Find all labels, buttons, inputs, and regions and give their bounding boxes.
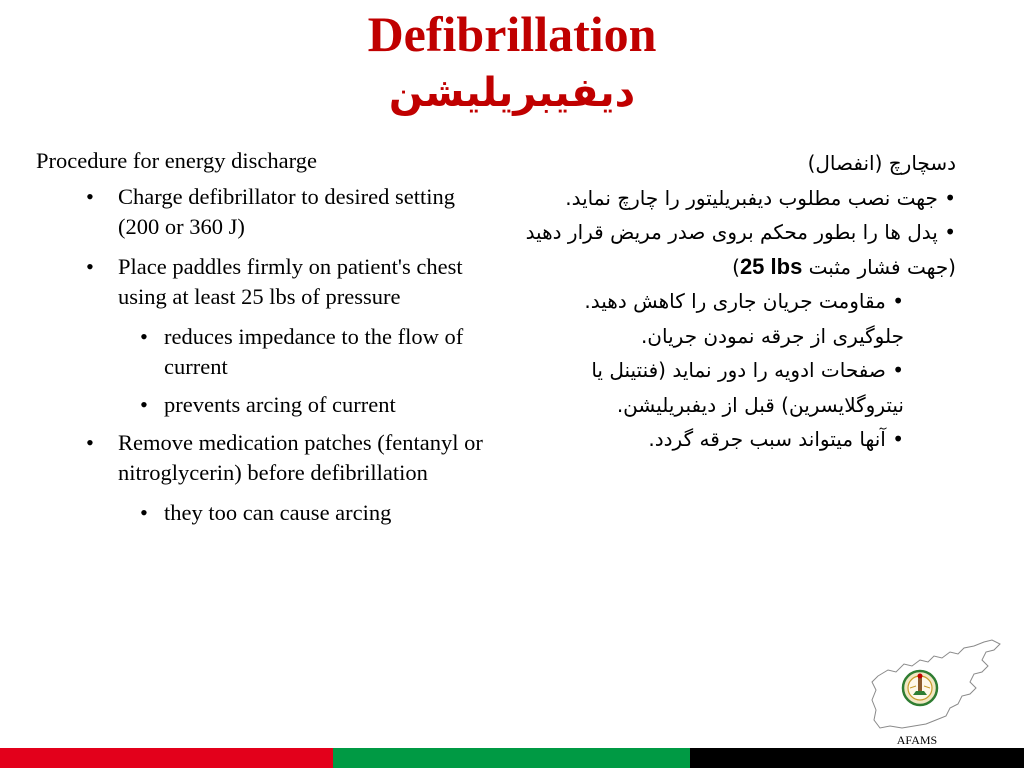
bullet-text: Remove medication patches (fentanyl or nitroglycerin) before defibrillation (118, 430, 483, 485)
bullet-icon: • (140, 324, 148, 349)
stripe-black (690, 748, 1024, 768)
procedure-heading: Procedure for energy discharge (36, 148, 317, 173)
persian-content (510, 146, 956, 457)
persian-sub-item: • آنها میتواند سبب جرقه گردد. (648, 427, 904, 451)
slide-title-persian: دیفیبریلیشن (388, 70, 636, 116)
bullet-item (36, 252, 486, 312)
bullet-icon: • (140, 500, 148, 525)
bullet-icon: • (86, 184, 94, 209)
sub-bullet-text: reduces impedance to the flow of current (164, 324, 464, 379)
sub-bullet-text: prevents arcing of current (164, 392, 396, 417)
persian-item: • جهت نصب مطلوب دیفبریلیتور را چارچ نماید. (565, 185, 956, 210)
sub-bullet-item (36, 390, 486, 420)
bullet-icon: • (140, 392, 148, 417)
stripe-green (333, 748, 690, 768)
persian-item-text: • پدل ها را بطور محکم بروی صدر مریض قرار دهید (جهت فشار مثبت (525, 220, 956, 279)
persian-item (510, 215, 956, 284)
sub-bullet-item (36, 322, 486, 382)
sub-bullet-text: they too can cause arcing (164, 500, 392, 525)
bullet-icon: • (86, 430, 94, 455)
footer-stripe (0, 748, 1024, 768)
bullet-item (36, 182, 486, 242)
persian-heading: دسچارچ (انفصال) (807, 151, 956, 175)
bullet-item (36, 428, 486, 488)
persian-sub-item: • مقاومت جریان جاری را کاهش دهید. (584, 289, 904, 313)
closing-paren: ) (732, 254, 740, 279)
english-content (36, 146, 486, 536)
pressure-value: 25 lbs (739, 253, 803, 279)
sub-bullet-item (36, 498, 486, 528)
stripe-red (0, 748, 333, 768)
bullet-text: Charge defibrillator to desired setting (200 or 360 J) (118, 184, 455, 239)
bullet-icon: • (86, 254, 94, 279)
slide-title: Defibrillation (367, 6, 657, 62)
afams-label: AFAMS (896, 733, 938, 747)
bullet-text: Place paddles firmly on patient's chest using at least 25 lbs of pressure (118, 254, 463, 309)
afghanistan-map-logo-icon (866, 636, 1004, 734)
persian-item: • صفحات ادویه را دور نماید (فنتینل یا نیتروگلایسرین) قبل از دیفبریلیشن. (591, 358, 904, 417)
persian-sub-item: جلوگیری از جرقه نمودن جریان. (640, 323, 904, 348)
